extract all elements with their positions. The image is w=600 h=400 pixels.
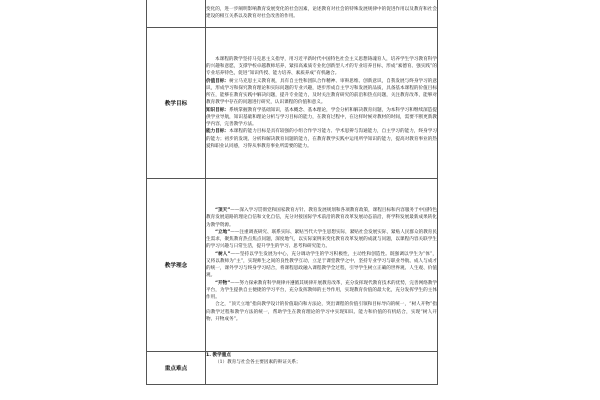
objectives-label: 教学目标 <box>147 28 206 179</box>
ability-objective <box>206 128 437 150</box>
philosophy-content <box>206 179 438 352</box>
key-points-label: 重点难点 <box>147 352 206 385</box>
section-3-text: ——坚持以学生发展为中心，充分调动学生的学习积极性，主动性和创造性。既强调以学生为“体”，又将以教师为“主”，实现师生之间的良性教学互动，立足于课堂教学之中，坚持专业学习与职业导航、成人与成才的统一，课外学习与终身学习结合，将课程思政融入课程教学全过程，引导学生树立正确的世界观、人生观、价值观。 <box>206 251 437 279</box>
section-1-text: ——深入学习贯彻党和国家教育方针、教育发展规划和各项教育政策，课程目标和内容服务于中国特色教育发展道路的理论自信和文化自信，充分对接国际学术前沿的教育改革发展动态前沿，将学科发展最新成果转化为教学资源。 <box>206 208 437 228</box>
philosophy-section-2 <box>206 229 437 251</box>
value-objective <box>206 78 437 107</box>
knowledge-objective-text: 系统掌握教育学基础知识，基本概念、基本理论，学会分析和解决教育问题，为本科学习和继续深造提供学业导航，知识基础和理论分析与学习目标的能力，在教育过程中，在这样时候对教材的时间，需要不断更新教学内容，完善教学方法。 <box>206 107 437 128</box>
table-row-philosophy <box>147 179 438 352</box>
section-4-title: “开物” <box>215 280 231 286</box>
philosophy-label: 教学理念 <box>147 179 206 352</box>
ability-objective-title: 能力目标： <box>206 129 230 135</box>
top-content-cell <box>206 0 438 28</box>
course-syllabus-table <box>146 0 438 385</box>
section-2-text: ——注重调查研究、联系实际、紧贴当代大学生思想实际，紧贴社会发展实际，紧贴人民群众的教育民生需求，聚焦教育热点焦点问题，深度地气，以实际案例来变化教育改革发展的成就与问题，以课程内容关联学生的学习兴趣与日常生活，提升学生的学习、思考和研究能力。 <box>206 229 437 250</box>
empty-label-cell <box>147 0 206 28</box>
knowledge-objective-title: 知识目标： <box>206 107 230 113</box>
top-paragraph: 变化的，进一步阐明影响教育发展变化的社会因素，论述教育对社会的特殊发展规律中的促进作用以及教育和社会建设的相互关系以及教育对社会改善的作用。 <box>206 6 437 19</box>
objectives-intro: 本课程的教学坚持马克思主义指导，用习近平新时代中国特色社会主义思想铸魂育人，培养学生学习教育科学的兴趣和意愿，支撑学校卓越教师培养，紧扣高素质专业化创新型人才的专业培养目标，形成“素德育、强实践”的专业培养特色，促进“知识传授、能力培养、素质养成”有机融合。 <box>206 56 437 77</box>
table-row-top <box>147 0 438 28</box>
ability-objective-text: 本课程的能力目标是具有较强的小组合作学习能力、学术思辨与沟通能力，自主学习的能力，终身学习的能力；初步的发现、分析和解决教育问题的能力，在教育教学实践中运用所学知识的能力，提高对教育事业的热爱和职业认同感，习得从事教育事业所需要的能力。 <box>206 129 437 149</box>
key-points-heading: 1. 教学重点 <box>206 353 231 358</box>
key-points-content <box>206 352 438 385</box>
section-4-text: ——努力探索教育科学规律并遵循其规律开展教育改革，充分发挥现代教育技术的优势，完善网络教学平台，为学生提供自主便捷的学习平台，充分发挥教师的主导作用，实现教育价值的最大化，充分发挥学生的主体作用。 <box>206 280 437 300</box>
philosophy-section-4 <box>206 280 437 302</box>
value-objective-title: 价值目标： <box>206 78 230 84</box>
philosophy-section-1 <box>206 207 437 229</box>
section-2-title: “立地” <box>215 229 231 235</box>
table-row-key-points <box>147 352 438 385</box>
knowledge-objective <box>206 107 437 129</box>
philosophy-section-3 <box>206 251 437 280</box>
section-1-title: “顶天” <box>215 208 231 213</box>
table-row-objectives <box>147 28 438 179</box>
section-3-title: “树人” <box>215 251 231 257</box>
value-objective-text: 树立马克思主义教育观，具有自主性和团队合作精神、审辩思维、创新意识，自我发展与终身学习的意识，形成学习和探究教育理论和实际问题的专业兴趣，逐步形成自主学习和发展的品质，具备基本课程的价值目标所在，能够在教育实践中解决问题，提升专业能力，及时关注教育研究的前沿和热点问题，关注教育改革，能够对教育教学中存在的问题进行研究，认识课程的价值和意义。 <box>206 78 437 106</box>
objectives-content <box>206 28 438 179</box>
philosophy-summary: 合之，“顶天立地”指向教学设计的价值取向和方法论，突出课程的价值引领和目标导向的统一，“树人开物”指向教学过程和教学方法的统一，帮助学生在教育理论的学习中实现知识、能力和价值的有机结合，实现“树人开物、开物成务”。 <box>206 302 437 322</box>
key-points-item-1: （1）教育与社会各主要因素的辩证关系； <box>215 360 301 366</box>
